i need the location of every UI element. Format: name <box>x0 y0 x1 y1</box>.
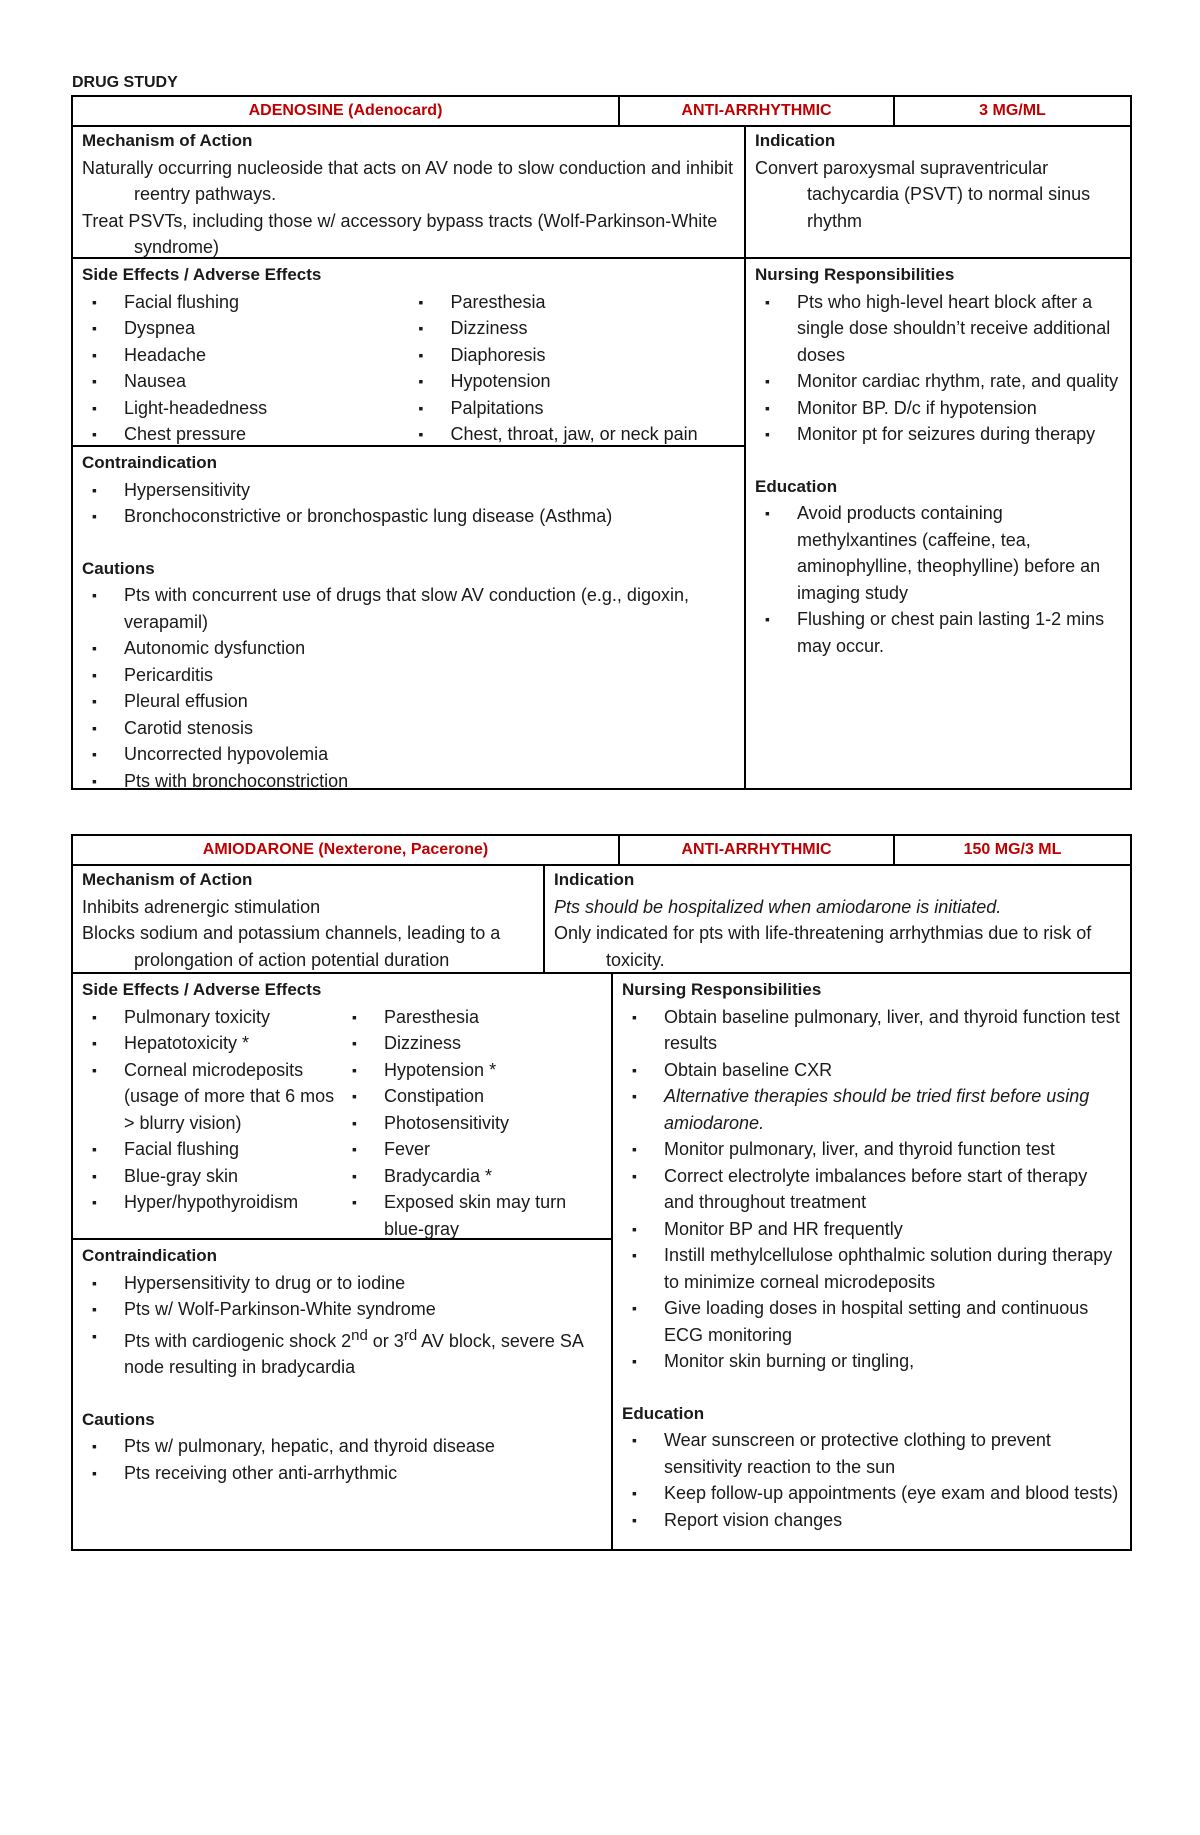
list-item: ▪ Pts with concurrent use of drugs that slow AV conduction (e.g., digoxin, verapamil) <box>82 582 735 635</box>
list-item: ▪ Bronchoconstrictive or bronchospastic lung disease (Asthma) <box>82 503 735 530</box>
nursing-section <box>744 257 1130 788</box>
drug-header <box>73 97 1130 127</box>
list-item: ▪ Hyper/hypothyroidism <box>82 1189 342 1216</box>
list-item: ▪ Monitor pt for seizures during therapy <box>755 421 1121 448</box>
contraindication-list <box>82 1270 602 1381</box>
side-effects-section <box>73 972 611 1238</box>
education-list <box>755 500 1121 659</box>
list-item: ▪ Instill methylcellulose ophthalmic solution during therapy to minimize corneal microdeposits <box>622 1242 1121 1295</box>
list-item: ▪ Hepatotoxicity * <box>82 1030 342 1057</box>
drug-class: ANTI-ARRHYTHMIC <box>618 836 893 864</box>
indication-line: Convert paroxysmal supraventricular tachycardia (PSVT) to normal sinus rhythm <box>755 157 1091 231</box>
list-item: ▪ Headache <box>82 342 409 369</box>
list-item: ▪ Facial flushing <box>82 289 409 316</box>
section-heading: Contraindication <box>82 453 218 472</box>
list-item: ▪ Report vision changes <box>622 1507 1121 1534</box>
list-item: ▪ Flushing or chest pain lasting 1-2 mins may occur. <box>755 606 1121 659</box>
list-item: ▪ Paresthesia <box>409 289 736 316</box>
list-item: ▪ Dizziness <box>409 315 736 342</box>
section-heading: Cautions <box>82 1409 155 1429</box>
document-title: DRUG STUDY <box>72 74 178 91</box>
list-item: ▪ Wear sunscreen or protective clothing to prevent sensitivity reaction to the sun <box>622 1427 1121 1480</box>
list-item: ▪ Monitor BP. D/c if hypotension <box>755 395 1121 422</box>
list-item: ▪ Constipation <box>342 1083 602 1110</box>
mechanism-section <box>73 864 543 972</box>
contraindication-section <box>73 445 744 791</box>
education-list <box>622 1427 1121 1533</box>
list-item: ▪ Pleural effusion <box>82 688 735 715</box>
list-item: ▪ Monitor pulmonary, liver, and thyroid function test <box>622 1136 1121 1163</box>
section-heading: Indication <box>554 870 635 889</box>
list-item: ▪ Alternative therapies should be tried first before using amiodarone. <box>622 1083 1121 1136</box>
text-part: AV block, severe SA node resulting in bradycardia <box>124 1330 583 1377</box>
list-item: ▪ Blue-gray skin <box>82 1163 342 1190</box>
drug-card-adenosine <box>71 95 1132 790</box>
list-item: ▪ Light-headedness <box>82 395 409 422</box>
mechanism-section <box>73 125 744 257</box>
drug-dose: 150 MG/3 ML <box>893 836 1130 864</box>
list-item: ▪ Hypersensitivity <box>82 477 735 504</box>
nursing-list <box>622 1004 1121 1375</box>
list-item: ▪ Autonomic dysfunction <box>82 635 735 662</box>
list-item <box>82 1323 602 1381</box>
drug-name: ADENOSINE (Adenocard) <box>248 102 443 119</box>
list-item: ▪ Pts with bronchoconstriction <box>82 768 735 795</box>
section-heading: Contraindication <box>82 1246 218 1265</box>
drug-dose: 3 MG/ML <box>893 97 1130 125</box>
section-heading: Side Effects / Adverse Effects <box>82 265 322 284</box>
list-item: ▪ Facial flushing <box>82 1136 342 1163</box>
contraindication-section <box>73 1238 611 1549</box>
list-item: ▪ Obtain baseline pulmonary, liver, and thyroid function test results <box>622 1004 1121 1057</box>
list-item: ▪ Photosensitivity <box>342 1110 602 1137</box>
nursing-list <box>755 289 1121 448</box>
contraindication-list <box>82 477 735 530</box>
section-heading: Nursing Responsibilities <box>755 265 955 284</box>
side-effects-col2 <box>342 1004 602 1243</box>
section-heading: Nursing Responsibilities <box>622 980 822 999</box>
list-item: ▪ Carotid stenosis <box>82 715 735 742</box>
list-item: ▪ Exposed skin may turn blue-gray <box>342 1189 602 1242</box>
side-effects-col1 <box>82 289 409 448</box>
mechanism-line: Blocks sodium and potassium channels, leading to a prolongation of action potential duration <box>82 923 501 970</box>
text-part: Pts with cardiogenic shock 2 <box>124 1330 352 1351</box>
text-part: or 3 <box>367 1330 404 1351</box>
drug-class: ANTI-ARRHYTHMIC <box>618 97 893 125</box>
list-item: ▪ Uncorrected hypovolemia <box>82 741 735 768</box>
list-item: ▪ Correct electrolyte imbalances before start of therapy and throughout treatment <box>622 1163 1121 1216</box>
section-heading: Mechanism of Action <box>82 870 253 889</box>
list-item: ▪ Pts w/ pulmonary, hepatic, and thyroid disease <box>82 1433 602 1460</box>
list-item: ▪ Avoid products containing methylxantines (caffeine, tea, aminophylline, theophylline) before an imaging study <box>755 500 1121 606</box>
list-item: ▪ Obtain baseline CXR <box>622 1057 1121 1084</box>
cautions-list <box>82 582 735 794</box>
list-item: ▪ Pts receiving other anti-arrhythmic <box>82 1460 602 1487</box>
side-effects-col1 <box>82 1004 342 1243</box>
superscript: nd <box>351 1326 368 1344</box>
list-item: ▪ Monitor BP and HR frequently <box>622 1216 1121 1243</box>
list-item: ▪ Diaphoresis <box>409 342 736 369</box>
nursing-section <box>611 972 1130 1549</box>
list-item: ▪ Hypotension <box>409 368 736 395</box>
cautions-list <box>82 1433 602 1486</box>
list-item: ▪ Nausea <box>82 368 409 395</box>
list-item: ▪ Fever <box>342 1136 602 1163</box>
section-heading: Mechanism of Action <box>82 131 253 150</box>
indication-section <box>543 864 1130 972</box>
drug-card-amiodarone <box>71 834 1132 1551</box>
list-item: ▪ Pulmonary toxicity <box>82 1004 342 1031</box>
list-item: ▪ Give loading doses in hospital setting and continuous ECG monitoring <box>622 1295 1121 1348</box>
section-heading: Education <box>755 476 838 496</box>
list-item: ▪ Monitor skin burning or tingling, <box>622 1348 1121 1375</box>
drug-name: AMIODARONE (Nexterone, Pacerone) <box>202 841 489 858</box>
indication-line: Only indicated for pts with life-threatening arrhythmias due to risk of toxicity. <box>554 923 1092 970</box>
section-heading: Education <box>622 1403 705 1423</box>
list-item: ▪ Dyspnea <box>82 315 409 342</box>
list-item: ▪ Corneal microdeposits (usage of more that 6 mos > blurry vision) <box>82 1057 342 1137</box>
list-item: ▪ Chest, throat, jaw, or neck pain <box>409 421 736 448</box>
list-item: ▪ Monitor cardiac rhythm, rate, and quality <box>755 368 1121 395</box>
list-item: ▪ Keep follow-up appointments (eye exam and blood tests) <box>622 1480 1121 1507</box>
list-item: ▪ Paresthesia <box>342 1004 602 1031</box>
list-item: ▪ Pts w/ Wolf-Parkinson-White syndrome <box>82 1296 602 1323</box>
side-effects-col2 <box>409 289 736 448</box>
indication-line: Pts should be hospitalized when amiodarone is initiated. <box>554 896 1002 917</box>
list-item: ▪ Hypersensitivity to drug or to iodine <box>82 1270 602 1297</box>
list-item: ▪ Pts who high-level heart block after a single dose shouldn’t receive additional doses <box>755 289 1121 369</box>
list-item: ▪ Palpitations <box>409 395 736 422</box>
side-effects-section <box>73 257 744 445</box>
section-heading: Side Effects / Adverse Effects <box>82 980 322 999</box>
list-item: ▪ Dizziness <box>342 1030 602 1057</box>
section-heading: Indication <box>755 131 836 150</box>
superscript: rd <box>403 1326 418 1344</box>
indication-section <box>744 125 1130 257</box>
section-heading: Cautions <box>82 558 155 578</box>
list-item: ▪ Hypotension * <box>342 1057 602 1084</box>
list-item: ▪ Chest pressure <box>82 421 409 448</box>
drug-header <box>73 836 1130 866</box>
list-item: ▪ Bradycardia * <box>342 1163 602 1190</box>
mechanism-line: Treat PSVTs, including those w/ accessory bypass tracts (Wolf-Parkinson-White syndrome) <box>82 210 718 257</box>
mechanism-line: Inhibits adrenergic stimulation <box>82 896 321 917</box>
list-item: ▪ Pericarditis <box>82 662 735 689</box>
mechanism-line: Naturally occurring nucleoside that acts on AV node to slow conduction and inhibit reentry pathways. <box>82 157 734 204</box>
